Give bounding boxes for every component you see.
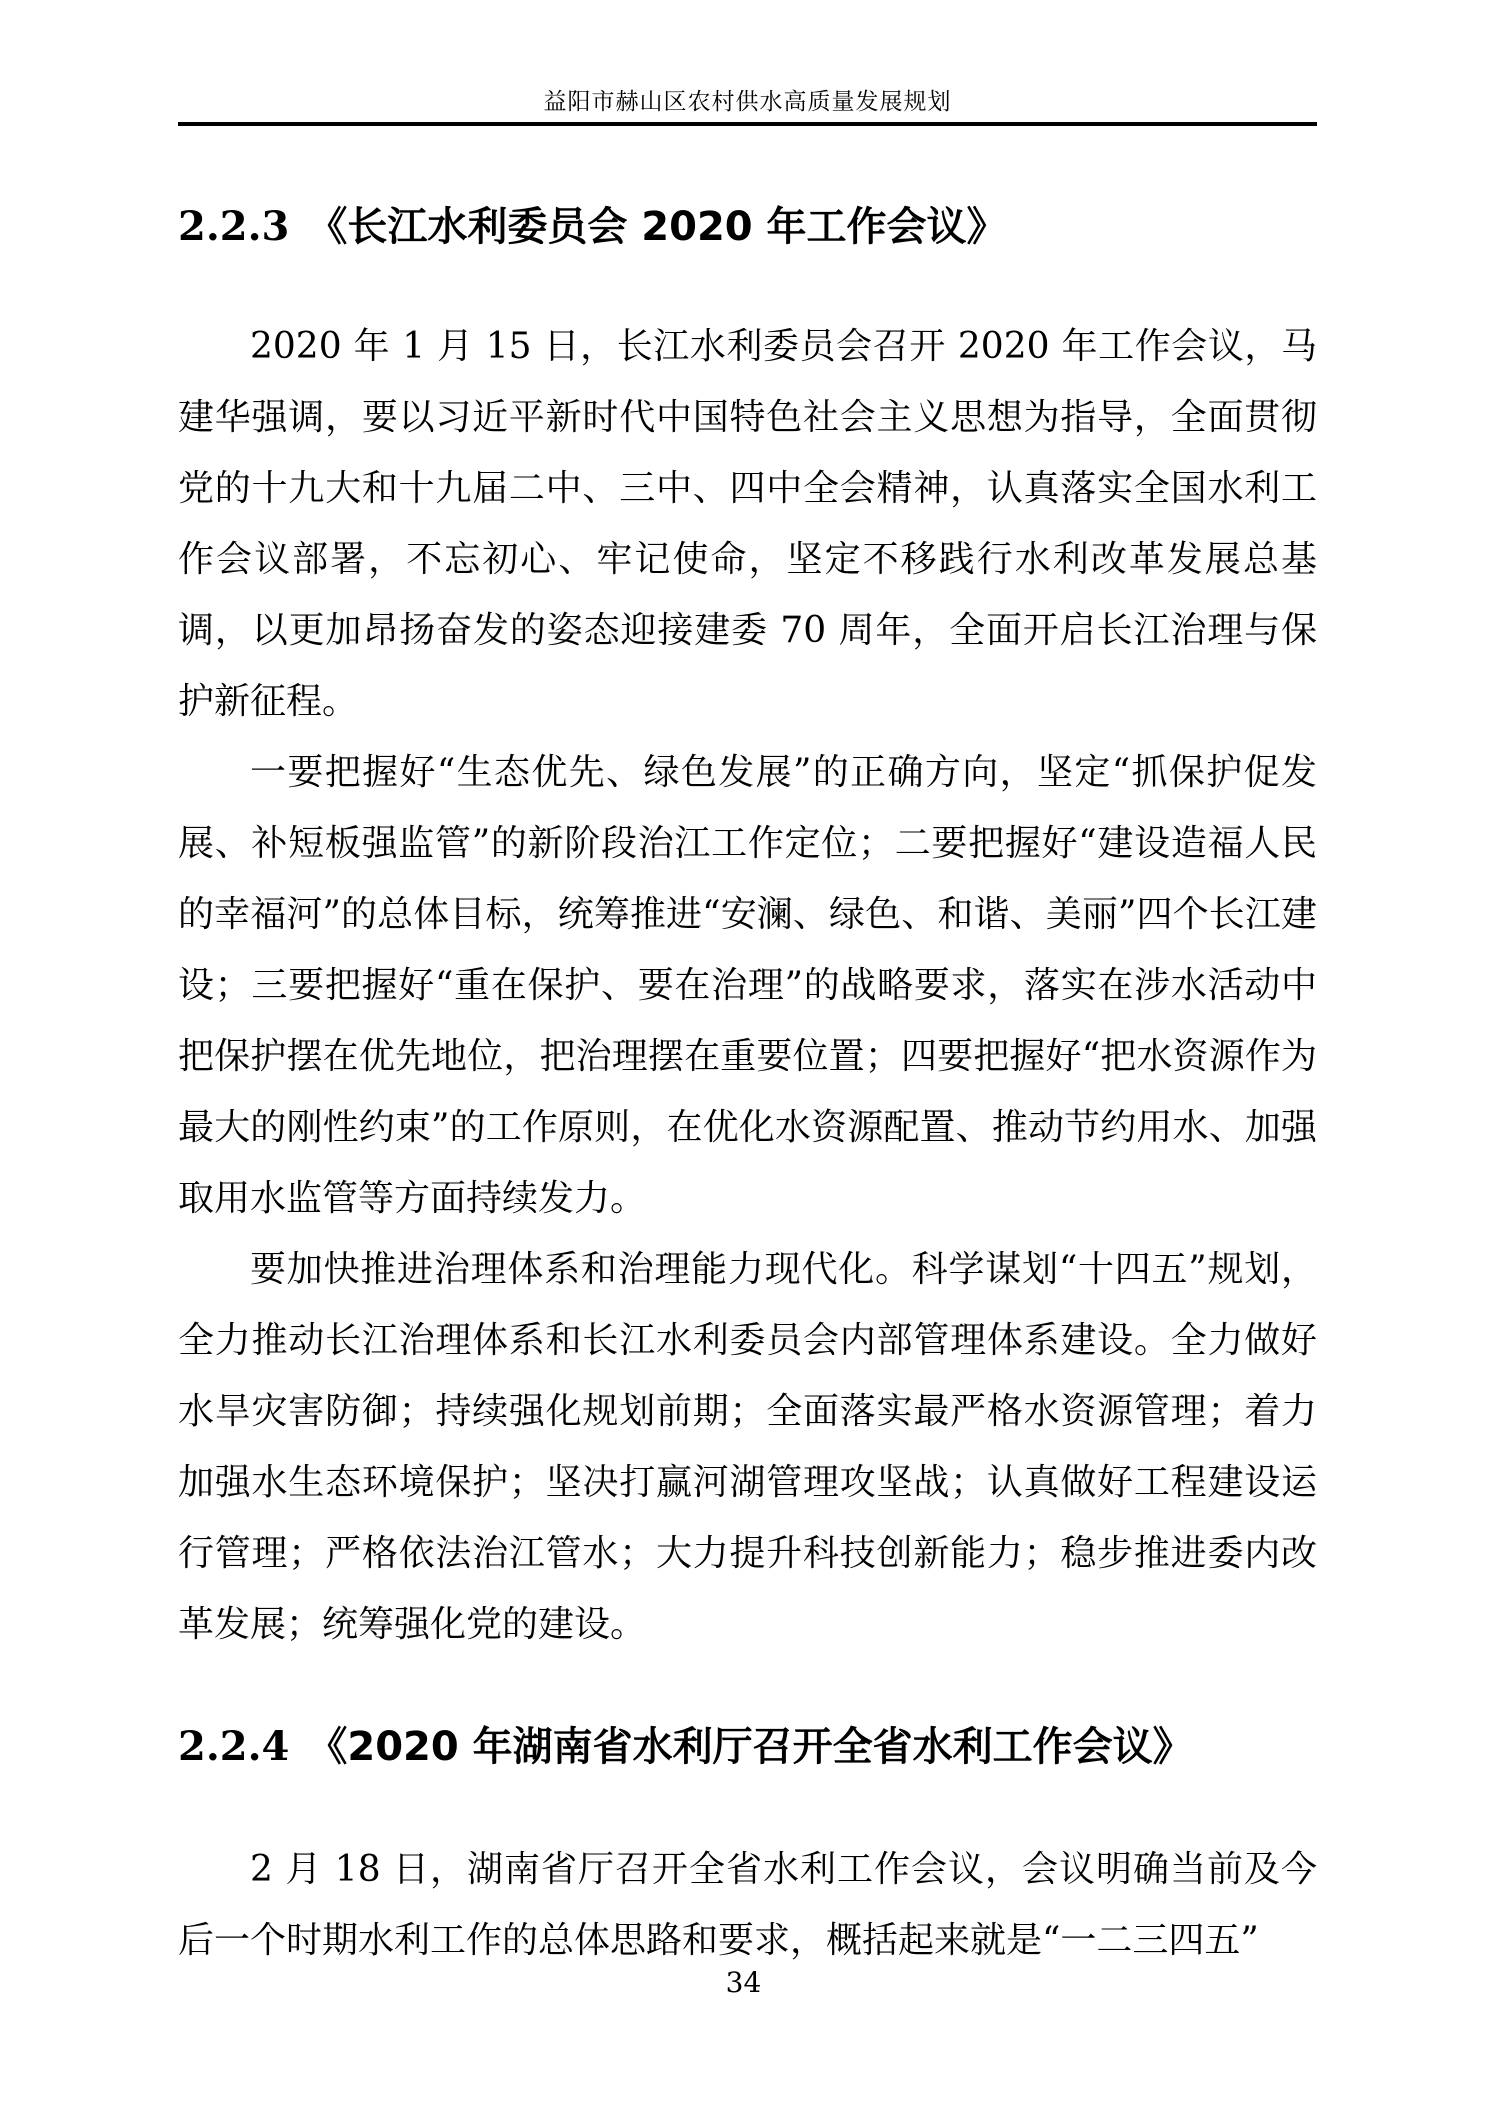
body-paragraph: 2020 年 1 月 15 日，长江水利委员会召开 2020 年工作会议，马建华强调，要以习近平新时代中国特色社会主义思想为指导，全面贯彻党的十九大和十九届二中、三中、四中全会精神，认真落实全国水利工作会议部署，不忘初心、牢记使命，坚定不移践行水利改革发展总基调，以更加昂扬奋发的姿态迎接建委 70 周年，全面开启长江治理与保护新征程。 xyxy=(178,326,1317,722)
body-paragraph: 一要把握好“生态优先、绿色发展”的正确方向，坚定“抓保护促发展、补短板强监管”的新阶段治江工作定位；二要把握好“建设造福人民的幸福河”的总体目标，统筹推进“安澜、绿色、和谐、美丽”四个长江建设；三要把握好“重在保护、要在治理”的战略要求，落实在涉水活动中把保护摆在优先地位，把治理摆在重要位置；四要把握好“把水资源作为最大的刚性约束”的工作原则，在优化水资源配置、推动节约用水、加强取用水监管等方面持续发力。 xyxy=(178,752,1317,1219)
body-paragraph: 2 月 18 日，湖南省厅召开全省水利工作会议，会议明确当前及今后一个时期水利工作的总体思路和要求，概括起来就是“一二三四五” xyxy=(178,1849,1317,1961)
section-number: 2.2.4 xyxy=(178,1723,290,1770)
section-title: 《长江水利委员会 2020 年工作会议》 xyxy=(307,204,1007,250)
section-heading-2-2-3 xyxy=(178,203,1317,251)
page-header xyxy=(0,0,1487,126)
document-body xyxy=(0,203,1487,1976)
page-number: 34 xyxy=(725,1966,762,1999)
section-heading-2-2-4 xyxy=(178,1723,1317,1771)
body-paragraph: 要加快推进治理体系和治理能力现代化。科学谋划“十四五”规划，全力推动长江治理体系和长江水利委员会内部管理体系建设。全力做好水旱灾害防御；持续强化规划前期；全面落实最严格水资源管理；着力加强水生态环境保护；坚决打赢河湖管理攻坚战；认真做好工程建设运行管理；严格依法治江管水；大力提升科技创新能力；稳步推进委内改革发展；统筹强化党的建设。 xyxy=(178,1249,1317,1645)
section-number: 2.2.3 xyxy=(178,203,290,250)
section-title: 《2020 年湖南省水利厅召开全省水利工作会议》 xyxy=(307,1724,1193,1770)
header-title: 益阳市赫山区农村供水高质量发展规划 xyxy=(178,88,1317,126)
